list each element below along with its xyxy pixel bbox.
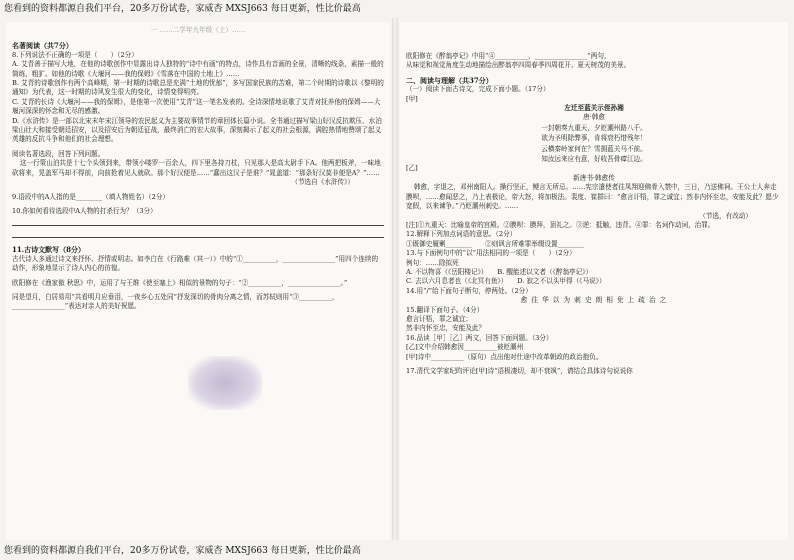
left-page bbox=[6, 22, 390, 540]
question-12: 12.解释下列加点词语的意思。（2分） bbox=[406, 230, 517, 239]
question-13-options-ab: A. 不以物喜（《岳阳楼记》） B. 醒能述以文者（《醉翁亭记》） bbox=[406, 267, 593, 276]
novel-passage: 这一行策山泊共是十七个头领到来，带领小喽罗一百余人，四下里各持刀杖，只见那人是高太尉手下A。他两把板斧，一味地砍将来，晃盖军马却不得前，向前抢着见人就砍。那个好汉便是……“蠢出这汉子是谁？”晁盖道：“那条好汉莫非便是A？”…… bbox=[12, 159, 381, 177]
part-two-subtitle: （一）阅读下面古诗文，完成下面小题。（17分） bbox=[406, 85, 550, 94]
right-page bbox=[400, 22, 788, 540]
poem-line: 云横秦岭家何在？雪拥蓝关马不前。 bbox=[541, 144, 647, 153]
q8-option-a: A. 艾青善于描写大地，在他的诗歌创作中显露出诗人独特的“诗中有画”的特点，诗作具有音画的全景，清晰的线条，素描一般的简练，粗犷。如他的诗歌《大堰河——我的保姆》《雪落在中国的土地上》…… bbox=[12, 60, 384, 78]
poem-author: 唐·韩愈 bbox=[583, 113, 605, 122]
poem-line: 欲为圣明除弊事，肯将衰朽惜残年！ bbox=[541, 134, 647, 143]
part-two-title: 二、阅读与理解（共37分） bbox=[406, 75, 493, 85]
left-faint-header: 一 ……二学年九年级（上）…… bbox=[150, 26, 246, 34]
question-14-sentence: 愈 往 华 以 为 刺 史 朗 相 免 上 疏 治 之 bbox=[520, 296, 668, 305]
question-15-b: 然非内怀至忠，安能及此？ bbox=[406, 324, 486, 333]
q8-stem: 8.下列说法不正确的一项是（ ）（2分） bbox=[12, 50, 138, 59]
question-12-items: ①既御史履剿________ ②则讽言所难罪举缀设置________ bbox=[406, 239, 585, 248]
left-page-content bbox=[12, 26, 384, 312]
q8-section-title: 名著阅读（共7分） bbox=[12, 41, 73, 51]
text-jia-marker: [甲] bbox=[406, 94, 418, 103]
poem-body bbox=[406, 123, 782, 165]
q8-option-b: B. 艾青的诗歌创作有两个高峰期，第一时期的诗歌总是充满“土地的忧郁”，多写国家民族的苦难，第二个时期的诗歌以《黎明的通知》为代表，这一时期的诗风发生很大的变化，诗情变得明亮。 bbox=[12, 79, 384, 97]
question-9: 9.语段中的A人指的是________（填人物姓名）（2分） bbox=[12, 192, 170, 201]
question-10: 10.你如何看待选段中A人物的打杀行为？（3分） bbox=[12, 206, 157, 215]
question-11-part-1: 古代诗人多通过诗文来抒怀、抒情或明志。如李白在《行路难（其一）》中的“①__________，________________”用四个连续的动作，形象地显示了诗人内心的彷徨。 bbox=[12, 254, 379, 273]
question-16-b: [甲]诗中__________（原句）点出他对仕途中改革朝政的政治抱负。 bbox=[406, 352, 603, 361]
question-15-a: 愈言讦牾，罪之诚宜； bbox=[406, 314, 472, 323]
question-11-part-2: 欧阳修在《渔家傲 秋思》中，运用了与王维《使至塞上》相似的景物的句子：“②__________，________________。” bbox=[12, 278, 348, 287]
poem-title: 左迁至蓝关示侄孙湘 bbox=[564, 104, 624, 113]
answer-line[interactable] bbox=[12, 228, 384, 238]
question-13-options-cd: C. 去以六月息者也（《北冥有鱼》） D. 寂之不以头甲得（《马说》） bbox=[406, 277, 606, 286]
annotation-note: [注]①九重天：比喻皇帝的宫殿。②膜呗：膜拜，顶礼之。③逆：抵触，违背。④罪：名词作动词，治罪。 bbox=[406, 220, 715, 229]
question-16-a: [乙]文中介绍韩愈因__________被贬潮州 bbox=[406, 343, 524, 352]
poem-line: 知汝远来应有意，好收吾骨瘴江边。 bbox=[541, 155, 647, 164]
page-fold bbox=[392, 18, 398, 540]
poem-line: 一封朝奏九重天，夕贬潮州路八千。 bbox=[541, 123, 647, 132]
q8-option-d: D.《水浒传》是一部以北宋末年宋江领导的农民起义为主要故事情节的章回体长篇小说。全书通过描写梁山好汉反抗欺压、水泊梁山壮大和接受朝廷招安，以及招安后为朝廷征战，最终消亡的宏大故事，深刻揭示了起义的社会根源，满腔热情地赞颂了起义英雄的反抗斗争和他们的社会理想。 bbox=[12, 116, 382, 144]
right-page-content bbox=[406, 52, 782, 376]
question-17: 17.清代文学家纪昀评论[甲]诗“语极凄切，却不衰飒”，请结合具体诗句说说你 bbox=[406, 367, 633, 375]
purple-stamp-mark bbox=[188, 356, 262, 410]
question-15: 15.翻译下面句子。（4分） bbox=[406, 305, 484, 314]
question-11-part-3: 同是望月，白居易用“共看明月应垂泪，一夜乡心五处同”抒发深切的骨肉分离之情，而苏轼则用“③__________，________________”表达对亲人的美好祝愿。 bbox=[12, 292, 339, 311]
question-13: 13.与下面例句中的“以”用法相同的一项是（ ）（2分） bbox=[406, 249, 576, 258]
top-banner: 您看到的资料都源自我们平台，20多万份试卷，家威杏 MXSJ663 每日更新，性比价最高 bbox=[4, 4, 361, 14]
reading-intro: 阅读名著选段，回答下列问题。 bbox=[12, 149, 105, 158]
yi-text-title: 新唐书·韩愈传 bbox=[573, 173, 615, 182]
passage-source: （节选自《水浒传》） bbox=[291, 178, 354, 187]
bottom-banner: 您看到的资料都源自我们平台，20多万份试卷，家威杏 MXSJ663 每日更新，性比价最高 bbox=[4, 546, 361, 556]
q8-option-c: C. 艾青的长诗《大堰河——我的保姆》，是他第一次使用“艾青”这一笔名发表的。全诗深情地讴歌了艾青对抚养他的保姆——大堰河深深的怀念和无尽的感激。 bbox=[12, 97, 381, 116]
question-11-part-4: 欧阳修在《醉翁亭记》中用“④__________，________________”两句， bbox=[406, 52, 611, 60]
question-11-title: 11.古诗文默写（8分） bbox=[12, 245, 86, 255]
question-14: 14.用“/”给下面句子断句，停两处。（2分） bbox=[406, 286, 532, 295]
yi-text-body: 韩愈，字退之，邓州南阳人。操行坚正，鲠言无所忌。……宪宗遣使者往凤翔迎佛骨入禁中，三日，乃送佛祠。王公士人奔走膜呗，……愈闻恶之，乃上表极论，帝大怒，将加极法。裴度、崔群曰：“愈言讦牾，罪之诚宜；然非内怀至忠，安能及此？愿少宽假，以来谏争。”乃贬潮州刺史。…… bbox=[406, 183, 779, 211]
text-yi-marker: [乙] bbox=[406, 164, 418, 173]
answer-line[interactable] bbox=[12, 216, 384, 226]
question-11-part-4-cont: 从味觉和视觉角度生动地描绘出醉翁亭四周春季四周花开、夏天树茂的美景。 bbox=[406, 61, 631, 70]
yi-text-source: （节选，有改动） bbox=[699, 211, 752, 220]
question-16: 16.品读［甲］［乙］两文，回答下面问题。（3分） bbox=[406, 333, 553, 342]
question-13-example: 例句：……除拟死 bbox=[406, 258, 459, 267]
